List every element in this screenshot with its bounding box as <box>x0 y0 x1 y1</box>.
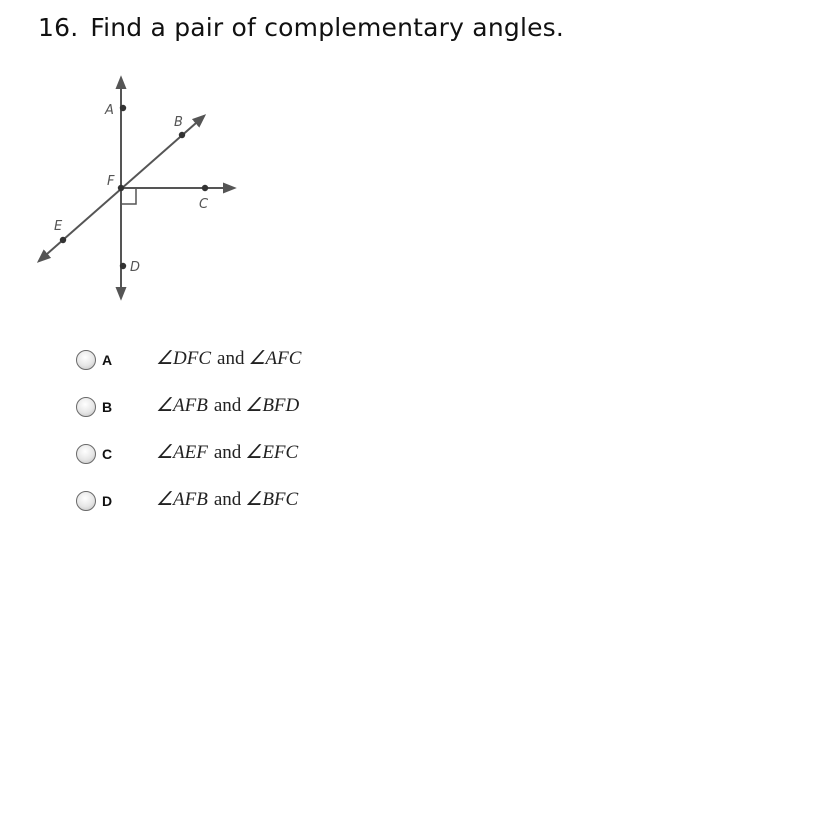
choice-d[interactable] <box>76 487 376 534</box>
angle-1: ∠AFB <box>156 489 208 510</box>
angle-diagram-svg <box>30 68 250 308</box>
angle-2: ∠BFC <box>245 489 299 510</box>
angle-2: ∠AFC <box>248 348 302 369</box>
point-a <box>120 105 126 111</box>
choice-letter: B <box>102 399 113 415</box>
choice-letter: C <box>102 446 113 462</box>
radio-button-a[interactable] <box>76 350 96 370</box>
label-e: E <box>54 219 63 234</box>
radio-button-d[interactable] <box>76 491 96 511</box>
question-prompt <box>38 13 564 42</box>
question-number: 16. <box>38 13 79 42</box>
point-d <box>120 263 126 269</box>
conjunction: and <box>213 442 242 463</box>
choice-text <box>156 488 298 511</box>
choice-c[interactable] <box>76 440 376 487</box>
conjunction: and <box>213 395 242 416</box>
point-b <box>179 132 185 138</box>
label-b: B <box>174 115 183 130</box>
angle-1: ∠AEF <box>156 442 208 463</box>
point-e <box>60 237 66 243</box>
choice-text <box>156 347 301 370</box>
label-d: D <box>130 260 141 275</box>
choice-text <box>156 394 299 417</box>
point-c <box>202 185 208 191</box>
answer-choices <box>76 346 376 534</box>
right-angle-marker <box>121 188 136 204</box>
angle-2: ∠BFD <box>245 395 300 416</box>
conjunction: and <box>217 348 245 369</box>
choice-letter: D <box>102 493 113 509</box>
label-c: C <box>199 197 209 212</box>
angle-1: ∠DFC <box>156 348 212 369</box>
angle-1: ∠AFB <box>156 395 208 416</box>
angle-diagram <box>30 68 250 308</box>
radio-button-b[interactable] <box>76 397 96 417</box>
conjunction: and <box>213 489 242 510</box>
angle-2: ∠EFC <box>245 442 299 463</box>
label-a: A <box>105 103 114 118</box>
choice-a[interactable] <box>76 346 376 393</box>
choice-text <box>156 441 298 464</box>
point-f <box>118 185 124 191</box>
label-f: F <box>107 174 115 189</box>
radio-button-c[interactable] <box>76 444 96 464</box>
choice-b[interactable] <box>76 393 376 440</box>
choice-letter: A <box>102 352 113 368</box>
question-text: Find a pair of complementary angles. <box>90 13 565 42</box>
